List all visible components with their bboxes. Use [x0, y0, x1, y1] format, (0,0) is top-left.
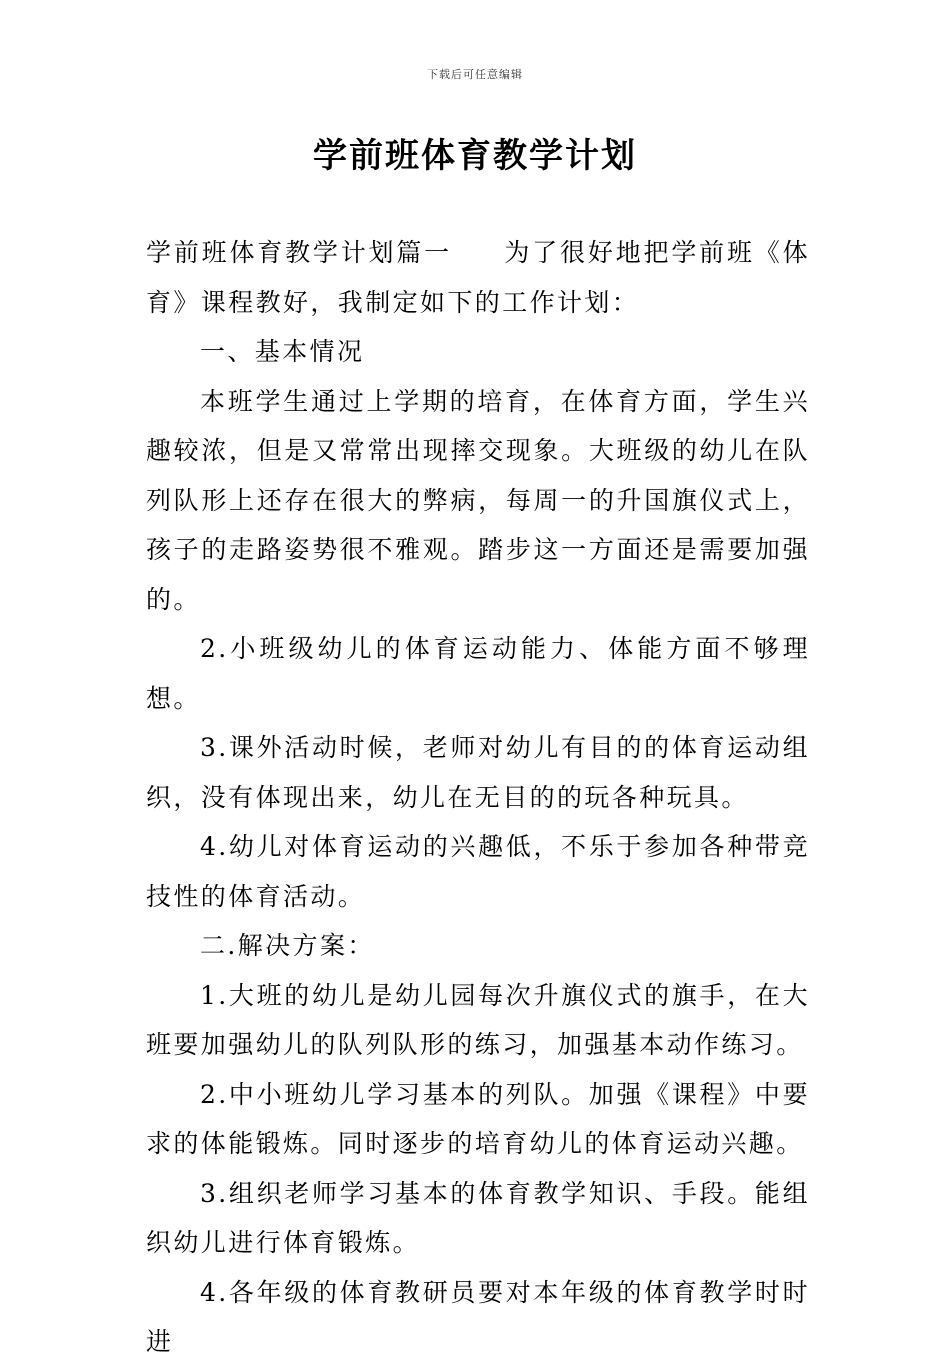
page-title: 学前班体育教学计划 — [313, 136, 637, 176]
list-item: 3.组织老师学习基本的体育教学知识、手段。能组织幼儿进行体育锻炼。 — [146, 1178, 810, 1257]
paragraph-intro — [146, 228, 810, 327]
section-heading-solutions: 二.解决方案： — [200, 931, 375, 960]
section-heading-basic-situation: 一、基本情况 — [200, 337, 365, 366]
header-note: 下载后可任意编辑 — [427, 68, 523, 81]
list-item: 4.各年级的体育教研员要对本年级的体育教学时时进 — [146, 1277, 810, 1356]
document-body — [146, 228, 810, 1367]
list-item: 1.大班的幼儿是幼儿园每次升旗仪式的旗手，在大班要加强幼儿的队列队形的练习，加强基本动作练习。 — [146, 980, 810, 1059]
paragraph: 本班学生通过上学期的培育，在体育方面，学生兴趣较浓，但是又常常出现摔交现象。大班级的幼儿在队列队形上还存在很大的弊病，每周一的升国旗仪式上，孩子的走路姿势很不雅观。踏步这一方面还是需要加强的。 — [146, 386, 810, 614]
paragraph-text: 为了很好地把学前班《体育》课程教好，我制定如下的工作计划： — [146, 238, 810, 317]
list-item: 2.中小班幼儿学习基本的列队。加强《课程》中要求的体能锻炼。同时逐步的培育幼儿的体育运动兴趣。 — [146, 1079, 810, 1158]
list-item: 3.课外活动时候，老师对幼儿有目的的体育运动组织，没有体现出来，幼儿在无目的的玩各种玩具。 — [146, 733, 810, 812]
list-item: 2.小班级幼儿的体育运动能力、体能方面不够理想。 — [146, 634, 810, 713]
section-lead: 学前班体育教学计划篇一 — [146, 238, 452, 267]
list-item: 4.幼儿对体育运动的兴趣低，不乐于参加各种带竞技性的体育活动。 — [146, 832, 810, 911]
